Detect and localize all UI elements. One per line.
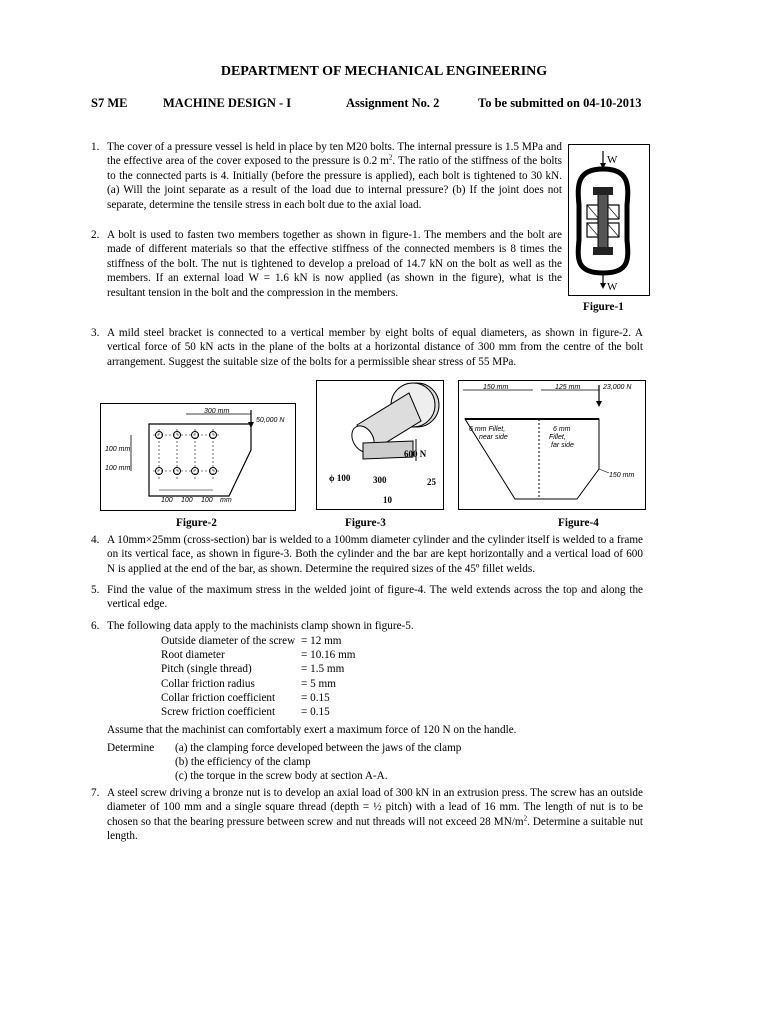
dim-left-1: 100 mm <box>105 446 131 453</box>
data-row <box>161 634 355 648</box>
figure-2-caption: Figure-2 <box>176 517 217 529</box>
question-number: 6. <box>91 620 100 632</box>
question-text: A mild steel bracket is connected to a vertical member by eight bolts of equal diameters, as shown in figure-2. A vertical force of 50 kN acts in the plane of the bolts at a horizontal distance of 300 mm from the centre of the bolt arrangement. Suggest the suitable size of the bolts for a permissible shear stress of 55 MPa. <box>107 327 643 368</box>
question-intro: The following data apply to the machinists clamp shown in figure-5. <box>107 620 414 632</box>
question-number: 1. <box>91 141 100 153</box>
load-label-bottom: W <box>607 281 618 293</box>
question-text: Find the value of the maximum stress in the welded joint of figure-4. The weld extends across the top and along the vertical edge. <box>107 584 643 611</box>
figure-2-drawing <box>101 404 295 510</box>
question-7 <box>91 786 643 844</box>
weld-far-2: Fillet, <box>549 434 566 441</box>
question-text: The cover of a pressure vessel is held in place by ten M20 bolts. The internal pressure is 1.5 MPa and the effective area of the cover exposed to the pressure is 0.2 m <box>107 141 562 168</box>
question-number: 3. <box>91 327 100 339</box>
determine-item: (b) the efficiency of the clamp <box>175 756 311 769</box>
depth-25: 25 <box>427 477 436 487</box>
question-text-cont: . Determine a suitable nut length. <box>107 815 643 843</box>
diameter-100: ϕ 100 <box>329 473 351 483</box>
figure-2 <box>100 403 296 511</box>
dim-bottom-2: 100 <box>181 497 193 504</box>
weld-far-3: far side <box>551 442 574 449</box>
question-number: 7. <box>91 787 100 799</box>
clamp-data-table <box>161 634 355 719</box>
dim-150mm-left: 150 mm <box>483 384 509 391</box>
data-value: = 12 mm <box>301 635 342 647</box>
weld-near-2: near side <box>479 434 508 441</box>
data-row <box>161 648 355 662</box>
question-number: 4. <box>91 534 100 546</box>
question-4 <box>91 533 644 576</box>
data-value: = 5 mm <box>301 677 336 690</box>
subject-title: MACHINE DESIGN - I <box>163 96 292 110</box>
dim-150mm-right: 150 mm <box>609 472 635 479</box>
question-number: 2. <box>91 229 100 241</box>
due-date: To be submitted on 04-10-2013 <box>478 96 642 110</box>
figure-3-caption: Figure-3 <box>345 517 386 529</box>
data-label: Root diameter <box>161 649 225 662</box>
data-value: = 0.15 <box>301 691 330 704</box>
figure-4 <box>458 380 646 510</box>
superscript: 2 <box>523 814 528 823</box>
dim-300mm: 300 mm <box>204 408 230 415</box>
figure-4-drawing <box>459 381 645 509</box>
question-6 <box>91 619 643 633</box>
figure-1-drawing <box>569 145 649 295</box>
determine-label: Determine <box>107 742 155 754</box>
question-2 <box>91 228 562 300</box>
question-5 <box>91 583 643 612</box>
data-label: Pitch (single thread) <box>161 663 252 676</box>
question-text-cont: . The ratio of the stiffness of the bolts to the connected parts is 4. Initially (before the pressure is applied), each bolt is tightened to 30 kN. (a) Will the joint separate as a result of the load due to internal pressure? (b) If the joint does not separate, determine the tensile stress in each bolt due to the axial load. <box>107 155 563 211</box>
determine-list <box>107 741 461 784</box>
dim-125mm: 125 mm <box>555 384 581 391</box>
dim-bottom-3: 100 <box>201 497 213 504</box>
data-value: = 0.15 <box>301 706 330 719</box>
data-label: Screw friction coefficient <box>161 706 276 719</box>
force-50000n: 50,000 N <box>256 417 285 424</box>
weld-near: 6 mm Fillet, <box>469 426 506 433</box>
data-row <box>161 677 355 691</box>
figure-3 <box>316 380 444 510</box>
force-23000n: 23,000 N <box>603 384 632 391</box>
load-label-top: W <box>607 154 618 166</box>
superscript: 2 <box>388 153 393 162</box>
question-6-assume <box>107 723 643 737</box>
figure-1-caption: Figure-1 <box>583 301 624 313</box>
question-text: A bolt is used to fasten two members together as shown in figure-1. The members and the bolt are made of different materials so that the effective stiffness of the connected members is 8 times the stiffness of the bolt. The nut is tightened to develop a preload of 14.7 kN on the bolt as well as the members. If an external load W = 1.6 kN is now applied (as shown in the figure), what is the resultant tension in the bolt and the compression in the members. <box>107 229 562 299</box>
thickness-10: 10 <box>383 495 392 505</box>
figure-1 <box>568 144 650 296</box>
data-label: Collar friction coefficient <box>161 691 276 704</box>
data-row <box>161 705 355 719</box>
question-text: A steel screw driving a bronze nut is to develop an axial load of 300 kN in an extrusion press. The screw has an outside diameter of 100 mm and a single square thread (depth = ½ pitch) with a lead of 16 mm. The length of nut is to be chosen so that the bearing pressure between screw and nut threads will not exceed 28 MN/m <box>107 787 643 828</box>
data-label: Outside diameter of the screw <box>161 635 296 647</box>
assignment-number: Assignment No. 2 <box>346 96 440 110</box>
determine-item: (c) the torque in the screw body at section A-A. <box>175 770 388 783</box>
class-code: S7 ME <box>91 96 128 110</box>
question-1 <box>91 140 563 212</box>
determine-item: (a) the clamping force developed between the jaws of the clamp <box>175 742 462 754</box>
length-300: 300 <box>373 475 387 485</box>
dim-bottom-unit: mm <box>220 497 232 504</box>
figure-3-drawing <box>317 381 443 509</box>
question-number: 5. <box>91 584 100 596</box>
weld-far: 6 mm <box>553 426 571 433</box>
data-value: = 1.5 mm <box>301 663 345 676</box>
assumption-text: Assume that the machinist can comfortably exert a maximum force of 120 N on the handle. <box>107 724 517 736</box>
load-600n: 600 N <box>404 449 427 459</box>
data-row <box>161 691 355 705</box>
data-value: = 10.16 mm <box>301 649 356 662</box>
data-row <box>161 662 355 676</box>
dim-left-2: 100 mm <box>105 465 131 472</box>
question-3 <box>91 326 643 369</box>
figure-4-caption: Figure-4 <box>558 517 599 529</box>
question-text: A 10mm×25mm (cross-section) bar is welded to a 100mm diameter cylinder and the cylinder itself is welded to a frame on its vertical face, as shown in figure-3. Both the cylinder and the bar are kept horizontally and a vertical load of 600 N is applied at the end of the bar, as shown. Determine the required sizes of the 45º fillet welds. <box>107 534 644 575</box>
data-label: Collar friction radius <box>161 677 255 690</box>
department-title: DEPARTMENT OF MECHANICAL ENGINEERING <box>220 64 548 79</box>
dim-bottom-1: 100 <box>161 497 173 504</box>
